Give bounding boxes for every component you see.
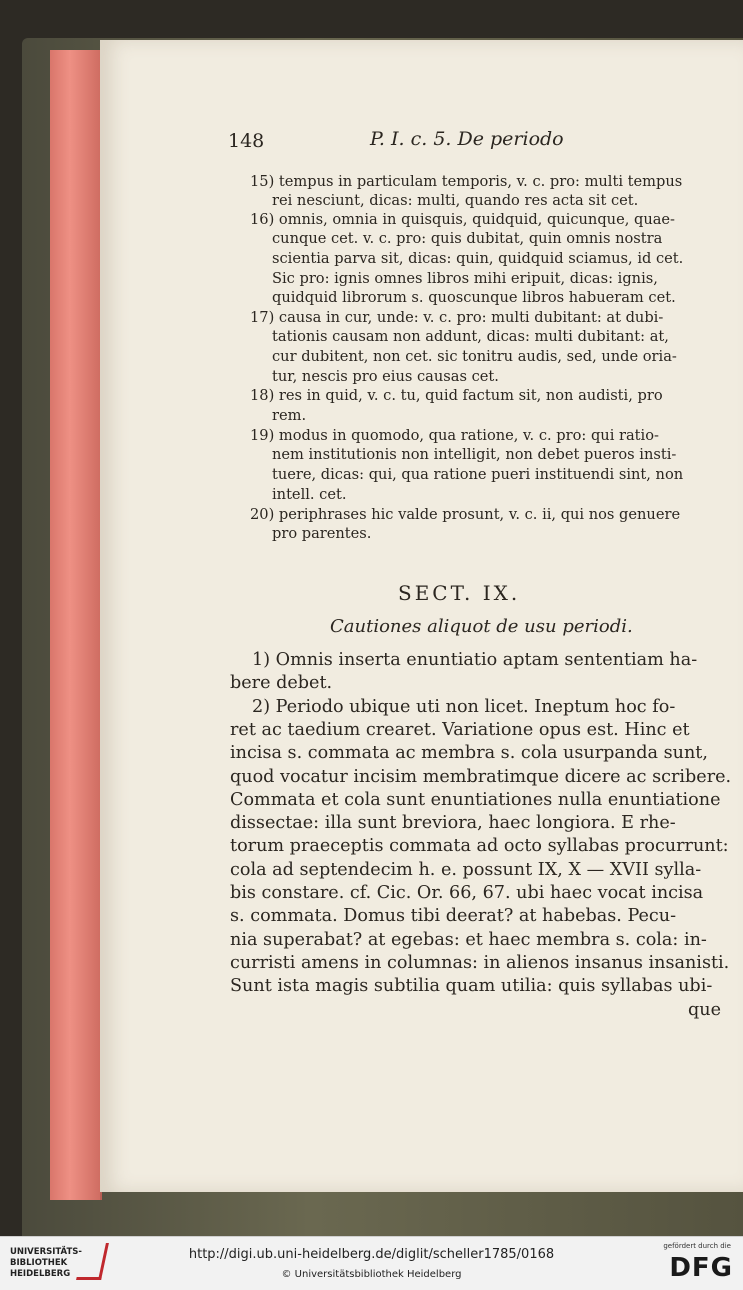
list-line: 18) res in quid, v. c. tu, quid factum sit, non audisti, pro <box>250 387 663 404</box>
list-line: 16) omnis, omnia in quisquis, quidquid, quicunque, quae- <box>250 211 675 228</box>
library-logo: UNIVERSITÄTS- BIBLIOTHEK HEIDELBERG <box>10 1247 82 1279</box>
list-line: rei nesciunt, dicas: multi, quando res acta sit cet. <box>272 192 639 209</box>
list-line: nem institutionis non intelligit, non debet pueros insti- <box>272 446 677 463</box>
body-line: Sunt ista magis subtilia quam utilia: quis syllabas ubi- <box>230 976 713 997</box>
list-line: scientia parva sit, dicas: quin, quidquid sciamus, id cet. <box>272 250 684 267</box>
list-line: Sic pro: ignis omnes libros mihi eripuit, dicas: ignis, <box>272 270 658 287</box>
body-line: dissectae: illa sunt breviora, haec longiora. E rhe- <box>230 813 676 834</box>
body-line: bis constare. cf. Cic. Or. 66, 67. ubi haec vocat incisa <box>230 883 704 903</box>
body-line: torum praeceptis commata ad octo syllabas procurrunt: <box>230 836 729 857</box>
footer-bar <box>0 1236 743 1290</box>
list-line: tuere, dicas: qui, qua ratione pueri instituendi sint, non <box>272 466 684 483</box>
list-line: quidquid librorum s. quoscunque libros habueram cet. <box>272 289 676 306</box>
list-line: pro parentes. <box>272 525 372 542</box>
page-url[interactable]: http://digi.ub.uni-heidelberg.de/diglit/scheller1785/0168 <box>188 1247 555 1262</box>
list-line: tationis causam non addunt, dicas: multi dubitant: at, <box>272 328 669 345</box>
list-line: 19) modus in quomodo, qua ratione, v. c. pro: qui ratio- <box>250 427 659 444</box>
list-line: rem. <box>272 407 307 424</box>
body-line: Commata et cola sunt enuntiationes nulla enuntiatione <box>230 789 721 810</box>
section-subtitle: Cautiones aliquot de usu periodi. <box>330 616 633 637</box>
list-line: cur dubitent, non cet. sic tonitru audis, sed, unde oria- <box>272 348 677 365</box>
copyright: © Universitätsbibliothek Heidelberg <box>281 1269 462 1280</box>
book-page <box>100 40 743 1192</box>
running-title: P. I. c. 5. De periodo <box>370 128 564 150</box>
body-line: cola ad septendecim h. e. possunt IX, X — XVII sylla- <box>230 859 702 880</box>
page-edge <box>50 50 102 1200</box>
page-number: 148 <box>228 130 265 152</box>
body-line: curristi amens in columnas: in alienos insanus insanisti. <box>230 952 730 973</box>
body-line: s. commata. Domus tibi deerat? at habebas. Pecu- <box>230 906 677 927</box>
body-line: 2) Periodo ubique uti non licet. Ineptum hoc fo- <box>252 696 676 717</box>
section-heading: SECT. IX. <box>398 581 521 605</box>
list-line: 17) causa in cur, unde: v. c. pro: multi dubitant: at dubi- <box>250 309 664 326</box>
body-line: bere debet. <box>230 673 333 694</box>
list-line: 15) tempus in particulam temporis, v. c. pro: multi tempus <box>250 173 683 190</box>
body-line: que <box>688 999 722 1020</box>
body-line: ret ac taedium crearet. Variatione opus est. Hinc et <box>230 719 690 740</box>
list-line: cunque cet. v. c. pro: quis dubitat, quin omnis nostra <box>272 230 663 247</box>
body-line: nia superabat? at egebas: et haec membra s. cola: in- <box>230 929 707 950</box>
body-line: incisa s. commata ac membra s. cola usurpanda sunt, <box>230 743 708 764</box>
sponsor-note: gefördert durch die <box>663 1242 731 1250</box>
list-line: intell. cet. <box>272 486 347 503</box>
body-line: 1) Omnis inserta enuntiatio aptam sententiam ha- <box>252 650 698 670</box>
list-line: tur, nescis pro eius causas cet. <box>272 368 499 385</box>
dfg-logo: DFG <box>669 1253 733 1283</box>
list-line: 20) periphrases hic valde prosunt, v. c. ii, qui nos genuere <box>250 506 681 523</box>
body-line: quod vocatur incisim membratimque dicere ac scribere. <box>230 766 732 787</box>
